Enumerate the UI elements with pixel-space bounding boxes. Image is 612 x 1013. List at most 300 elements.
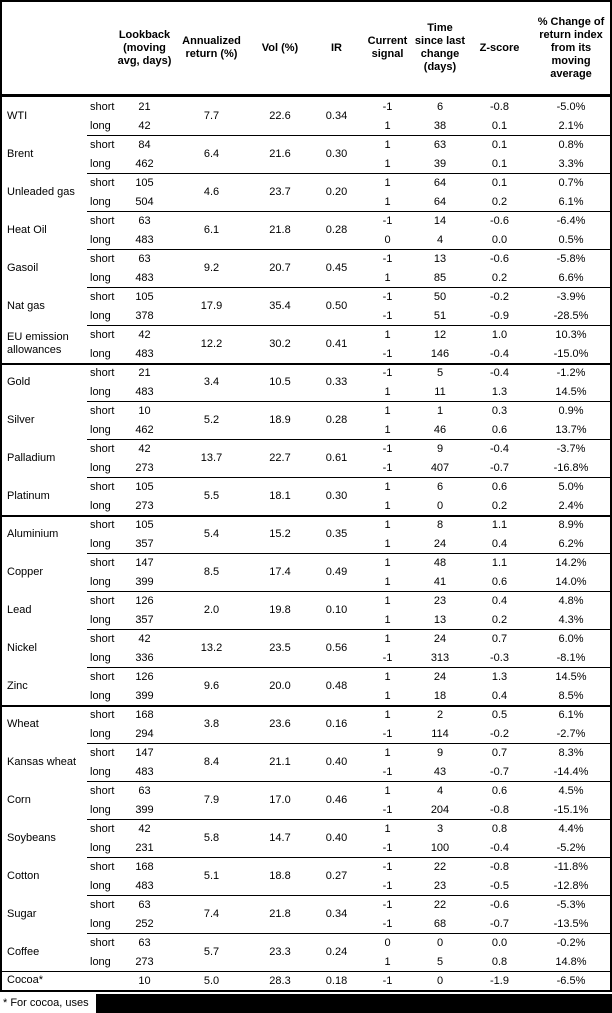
pct-change-value: -3.9% [556, 290, 586, 303]
time-since-value: 24 [433, 537, 447, 550]
signal-value: 1 [384, 138, 391, 151]
header-zscore: Z-score [479, 41, 520, 54]
annualized-return-value: 8.5 [203, 566, 220, 578]
commodity-row-group [2, 743, 610, 781]
annualized-return-value: 9.2 [203, 262, 220, 274]
time-since-value: 100 [430, 841, 450, 854]
zscore-value: 0.5 [491, 708, 508, 721]
annualized-return-value: 5.1 [203, 870, 220, 882]
annualized-return-value: 5.7 [203, 946, 220, 958]
time-since-value: 85 [433, 271, 447, 284]
pct-change-value: 0.9% [558, 404, 584, 417]
signal-value: 1 [384, 271, 391, 284]
annualized-return-value: 3.4 [203, 376, 220, 388]
signal-value: 1 [384, 537, 391, 550]
vol-value: 17.0 [269, 794, 291, 806]
zscore-value: -0.8 [490, 803, 509, 816]
signal-value: 1 [384, 518, 391, 531]
vol-value: 22.6 [269, 110, 291, 122]
signal-value: 1 [384, 176, 391, 189]
pct-change-value: 4.5% [558, 784, 584, 797]
commodity-name: Coffee [7, 945, 40, 958]
commodity-row-group [2, 325, 610, 363]
time-since-value: 204 [430, 803, 450, 816]
pct-change-value: 14.5% [555, 385, 587, 398]
time-since-value: 146 [430, 347, 450, 360]
pct-change-value: 0.8% [558, 138, 584, 151]
leg-label: short [90, 100, 115, 113]
commodity-name: Nickel [7, 641, 37, 654]
signal-value: 0 [384, 936, 391, 949]
pct-change-value: -3.7% [556, 442, 586, 455]
signal-value: 1 [384, 955, 391, 968]
time-since-value: 64 [433, 195, 447, 208]
header-time-since: Time since last change (days) [414, 22, 466, 73]
header-current-signal: Current signal [367, 35, 408, 60]
pct-change-value: -5.0% [556, 100, 586, 113]
pct-change-value: 3.3% [558, 157, 584, 170]
group-separator [2, 363, 610, 365]
zscore-value: 1.1 [491, 556, 508, 569]
zscore-value: -0.4 [490, 366, 509, 379]
pct-change-value: 6.1% [558, 195, 584, 208]
time-since-value: 14 [433, 214, 447, 227]
commodity-row-group [2, 477, 610, 515]
signal-value: 1 [384, 594, 391, 607]
time-since-value: 4 [436, 233, 444, 246]
annualized-return-value: 3.8 [203, 718, 220, 730]
pct-change-value: -5.2% [556, 841, 586, 854]
annualized-return-value: 9.6 [203, 680, 220, 692]
zscore-value: 0.1 [491, 138, 508, 151]
pct-change-value: -8.1% [556, 651, 586, 664]
signal-value: 1 [384, 556, 391, 569]
table-header [2, 2, 610, 97]
pct-change-value: -28.5% [553, 309, 589, 322]
pct-change-value: -14.4% [553, 765, 589, 778]
zscore-value: 0.4 [491, 689, 508, 702]
row-separator [87, 325, 610, 326]
zscore-value: -0.4 [490, 841, 509, 854]
time-since-value: 1 [436, 404, 444, 417]
leg-label: long [90, 955, 111, 968]
commodity-name: Gold [7, 375, 31, 388]
row-separator [87, 667, 610, 668]
leg-label: short [90, 594, 115, 607]
commodity-row-group [2, 439, 610, 477]
commodity-row-group [2, 97, 610, 135]
row-separator [87, 211, 610, 212]
row-separator [87, 173, 610, 174]
leg-label: short [90, 898, 115, 911]
lookback-value: 147 [135, 556, 154, 569]
leg-label: long [90, 423, 111, 436]
signal-value: 1 [384, 784, 391, 797]
zscore-value: 0.7 [491, 746, 508, 759]
leg-label: long [90, 499, 111, 512]
leg-label: long [90, 803, 111, 816]
pct-change-value: 14.0% [555, 575, 587, 588]
zscore-value: -0.9 [490, 309, 509, 322]
leg-label: short [90, 822, 115, 835]
time-since-value: 0 [436, 936, 444, 949]
header-ir: IR [331, 41, 342, 54]
ir-value: 0.56 [325, 642, 348, 654]
lookback-value: 126 [135, 670, 154, 683]
annualized-return-value: 2.0 [203, 604, 220, 616]
time-since-value: 4 [436, 784, 444, 797]
time-since-value: 43 [433, 765, 447, 778]
vol-value: 22.7 [269, 452, 291, 464]
commodity-row-group [2, 363, 610, 401]
time-since-value: 24 [433, 632, 447, 645]
time-since-value: 5 [436, 366, 444, 379]
lookback-value: 483 [135, 879, 154, 892]
vol-value: 23.7 [269, 186, 291, 198]
footnote-label: * For cocoa, uses [0, 994, 97, 1013]
lookback-value: 63 [138, 214, 151, 227]
commodity-row-group [2, 857, 610, 895]
time-since-value: 68 [433, 917, 447, 930]
signal-value: 1 [384, 613, 391, 626]
lookback-value: 126 [135, 594, 154, 607]
leg-label: long [90, 119, 111, 132]
commodity-row-group [2, 971, 610, 990]
pct-change-value: 4.8% [558, 594, 584, 607]
commodity-row-group [2, 591, 610, 629]
zscore-value: 0.8 [491, 955, 508, 968]
zscore-value: 0.4 [491, 594, 508, 607]
time-since-value: 51 [433, 309, 447, 322]
vol-value: 30.2 [269, 338, 291, 350]
annualized-return-value: 5.4 [203, 528, 220, 540]
commodity-name: Aluminium [7, 527, 59, 540]
leg-label: short [90, 442, 115, 455]
time-since-value: 2 [436, 708, 444, 721]
leg-label: short [90, 214, 115, 227]
signal-value: -1 [382, 651, 393, 664]
commodity-row-group [2, 705, 610, 743]
vol-value: 21.1 [269, 756, 291, 768]
zscore-value: 0.7 [491, 632, 508, 645]
vol-value: 15.2 [269, 528, 291, 540]
ir-value: 0.40 [325, 832, 348, 844]
signal-value: -1 [382, 974, 393, 987]
vol-value: 23.5 [269, 642, 291, 654]
commodity-row-group [2, 553, 610, 591]
leg-label: long [90, 309, 111, 322]
commodity-name: Cotton [7, 869, 40, 882]
time-since-value: 9 [436, 746, 444, 759]
commodity-row-group [2, 287, 610, 325]
zscore-value: -0.6 [490, 252, 509, 265]
time-since-value: 63 [433, 138, 447, 151]
commodity-row-group [2, 933, 610, 971]
lookback-value: 273 [135, 461, 154, 474]
lookback-value: 21 [138, 366, 151, 379]
leg-label: long [90, 461, 111, 474]
zscore-value: 0.2 [491, 271, 508, 284]
commodity-row-group [2, 249, 610, 287]
time-since-value: 407 [430, 461, 450, 474]
lookback-value: 357 [135, 613, 154, 626]
time-since-value: 46 [433, 423, 447, 436]
ir-value: 0.30 [325, 490, 348, 502]
signal-value: 1 [384, 670, 391, 683]
annualized-return-value: 7.7 [203, 110, 220, 122]
group-separator [2, 705, 610, 707]
pct-change-value: 4.4% [558, 822, 584, 835]
row-separator [87, 933, 610, 934]
ir-value: 0.16 [325, 718, 348, 730]
row-separator [87, 781, 610, 782]
pct-change-value: -12.8% [553, 879, 589, 892]
signal-value: 0 [384, 233, 391, 246]
vol-value: 23.6 [269, 718, 291, 730]
zscore-value: 0.6 [491, 784, 508, 797]
commodity-name: WTI [7, 109, 28, 122]
lookback-value: 63 [138, 252, 151, 265]
commodity-name: Zinc [7, 679, 28, 692]
commodity-name: Unleaded gas [7, 185, 75, 198]
commodity-row-group [2, 173, 610, 211]
zscore-value: 0.6 [491, 480, 508, 493]
lookback-value: 42 [138, 328, 151, 341]
ir-value: 0.50 [325, 300, 348, 312]
lookback-value: 462 [135, 157, 154, 170]
header-lookback: Lookback (moving avg, days) [117, 28, 172, 67]
time-since-value: 114 [431, 727, 449, 740]
signal-value: -1 [382, 347, 393, 360]
lookback-value: 168 [135, 860, 154, 873]
signal-value: 1 [384, 575, 391, 588]
pct-change-value: 8.9% [558, 518, 584, 531]
row-separator [87, 857, 610, 858]
zscore-value: 0.6 [491, 423, 508, 436]
row-separator [87, 743, 610, 744]
time-since-value: 12 [433, 328, 447, 341]
zscore-value: -0.6 [490, 898, 509, 911]
signal-value: 1 [384, 822, 391, 835]
lookback-value: 63 [138, 936, 151, 949]
row-separator [87, 819, 610, 820]
signal-value: 1 [384, 746, 391, 759]
signal-value: -1 [382, 442, 393, 455]
leg-label: short [90, 480, 115, 493]
pct-change-value: 14.8% [555, 955, 587, 968]
ir-value: 0.46 [325, 794, 348, 806]
lookback-value: 399 [135, 689, 154, 702]
time-since-value: 18 [433, 689, 447, 702]
commodity-name: Heat Oil [7, 223, 47, 236]
ir-value: 0.28 [325, 414, 348, 426]
leg-label: long [90, 917, 111, 930]
leg-label: long [90, 765, 111, 778]
signal-value: -1 [382, 309, 393, 322]
vol-value: 14.7 [269, 832, 291, 844]
vol-value: 23.3 [269, 946, 291, 958]
signal-value: -1 [382, 252, 393, 265]
footnote-bar [0, 994, 612, 1013]
zscore-value: 1.1 [491, 518, 508, 531]
pct-change-value: -5.8% [556, 252, 586, 265]
pct-change-value: -1.2% [556, 366, 586, 379]
time-since-value: 48 [433, 556, 447, 569]
pct-change-value: -13.5% [553, 917, 589, 930]
row-separator [87, 477, 610, 478]
header-annualized-return: Annualized return (%) [182, 35, 241, 60]
commodity-name: Wheat [7, 717, 39, 730]
time-since-value: 8 [436, 518, 444, 531]
leg-label: short [90, 936, 115, 949]
header-pct-change: % Change of return index from its moving average [537, 15, 605, 80]
ir-value: 0.41 [325, 338, 348, 350]
lookback-value: 378 [135, 309, 154, 322]
time-since-value: 24 [433, 670, 447, 683]
commodity-name: Cocoa* [7, 974, 44, 986]
zscore-value: 0.8 [491, 822, 508, 835]
pct-change-value: 0.5% [558, 233, 584, 246]
leg-label: short [90, 746, 115, 759]
lookback-value: 273 [135, 499, 154, 512]
pct-change-value: 2.1% [558, 119, 584, 132]
time-since-value: 64 [433, 176, 447, 189]
zscore-value: -0.2 [490, 290, 509, 303]
lookback-value: 273 [135, 955, 154, 968]
lookback-value: 483 [135, 765, 154, 778]
lookback-value: 10 [138, 404, 151, 417]
signal-value: -1 [382, 290, 393, 303]
row-separator [87, 895, 610, 896]
lookback-value: 462 [135, 423, 154, 436]
annualized-return-value: 4.6 [203, 186, 220, 198]
pct-change-value: -15.1% [553, 803, 589, 816]
signal-value: -1 [382, 366, 393, 379]
group-separator [2, 515, 610, 517]
leg-label: long [90, 233, 111, 246]
ir-value: 0.34 [325, 110, 348, 122]
leg-label: long [90, 157, 111, 170]
pct-change-value: 10.3% [555, 328, 587, 341]
commodity-name: Lead [7, 603, 32, 616]
time-since-value: 0 [436, 974, 444, 987]
pct-change-value: -6.4% [556, 214, 586, 227]
signal-value: 1 [384, 689, 391, 702]
commodity-row-group [2, 211, 610, 249]
zscore-value: -0.8 [490, 860, 509, 873]
leg-label: long [90, 727, 111, 740]
vol-value: 35.4 [269, 300, 291, 312]
leg-label: long [90, 347, 111, 360]
pct-change-value: -15.0% [553, 347, 589, 360]
vol-value: 10.5 [269, 376, 291, 388]
row-separator [87, 553, 610, 554]
time-since-value: 11 [434, 385, 446, 398]
row-separator [87, 249, 610, 250]
vol-value: 28.3 [269, 974, 291, 987]
leg-label: short [90, 138, 115, 151]
leg-label: short [90, 328, 115, 341]
lookback-value: 483 [135, 271, 154, 284]
leg-label: long [90, 385, 111, 398]
vol-value: 18.1 [269, 490, 291, 502]
leg-label: short [90, 632, 115, 645]
header-leg [87, 2, 115, 94]
signal-value: -1 [382, 765, 393, 778]
signal-value: -1 [382, 917, 393, 930]
zscore-value: 0.6 [491, 575, 508, 588]
zscore-value: -0.4 [490, 442, 509, 455]
time-since-value: 22 [433, 860, 447, 873]
pct-change-value: -11.8% [553, 860, 589, 873]
lookback-value: 483 [135, 233, 154, 246]
commodity-row-group [2, 781, 610, 819]
commodity-name: Sugar [7, 907, 37, 920]
time-since-value: 13 [433, 252, 447, 265]
pct-change-value: 13.7% [555, 423, 587, 436]
signal-value: -1 [382, 727, 393, 740]
zscore-value: 0.0 [491, 936, 508, 949]
zscore-value: 1.3 [491, 670, 508, 683]
ir-value: 0.34 [325, 908, 348, 920]
leg-label: long [90, 841, 111, 854]
vol-value: 18.8 [269, 870, 291, 882]
commodity-name: Silver [7, 413, 35, 426]
ir-value: 0.10 [325, 604, 348, 616]
leg-label: short [90, 860, 115, 873]
time-since-value: 3 [436, 822, 444, 835]
time-since-value: 5 [436, 955, 444, 968]
commodity-name: Brent [7, 147, 34, 160]
pct-change-value: 6.0% [558, 632, 584, 645]
zscore-value: -1.9 [490, 974, 509, 987]
signal-value: -1 [382, 879, 393, 892]
zscore-value: -0.7 [490, 461, 509, 474]
annualized-return-value: 5.5 [203, 490, 220, 502]
zscore-value: -0.3 [490, 651, 509, 664]
zscore-value: -0.6 [490, 214, 509, 227]
leg-label: long [90, 879, 111, 892]
time-since-value: 41 [433, 575, 447, 588]
time-since-value: 22 [433, 898, 447, 911]
vol-value: 20.0 [269, 680, 291, 692]
annualized-return-value: 7.9 [203, 794, 220, 806]
lookback-value: 63 [138, 898, 151, 911]
signal-value: -1 [382, 898, 393, 911]
signal-value: -1 [382, 100, 393, 113]
pct-change-value: -6.5% [556, 974, 586, 987]
lookback-value: 483 [135, 347, 154, 360]
commodity-name: Platinum [7, 489, 50, 502]
commodity-row-group [2, 819, 610, 857]
signal-value: 1 [384, 195, 391, 208]
header-commodity [2, 2, 87, 94]
time-since-value: 9 [436, 442, 444, 455]
ir-value: 0.30 [325, 148, 348, 160]
commodity-name: Soybeans [7, 831, 56, 844]
annualized-return-value: 7.4 [203, 908, 220, 920]
lookback-value: 231 [135, 841, 154, 854]
annualized-return-value: 13.2 [200, 642, 223, 654]
leg-label: long [90, 613, 111, 626]
ir-value: 0.18 [325, 974, 348, 987]
signal-value: 1 [384, 157, 391, 170]
zscore-value: 0.1 [491, 176, 508, 189]
leg-label: short [90, 404, 115, 417]
annualized-return-value: 17.9 [200, 300, 223, 312]
leg-label: long [90, 271, 111, 284]
leg-label: short [90, 252, 115, 265]
